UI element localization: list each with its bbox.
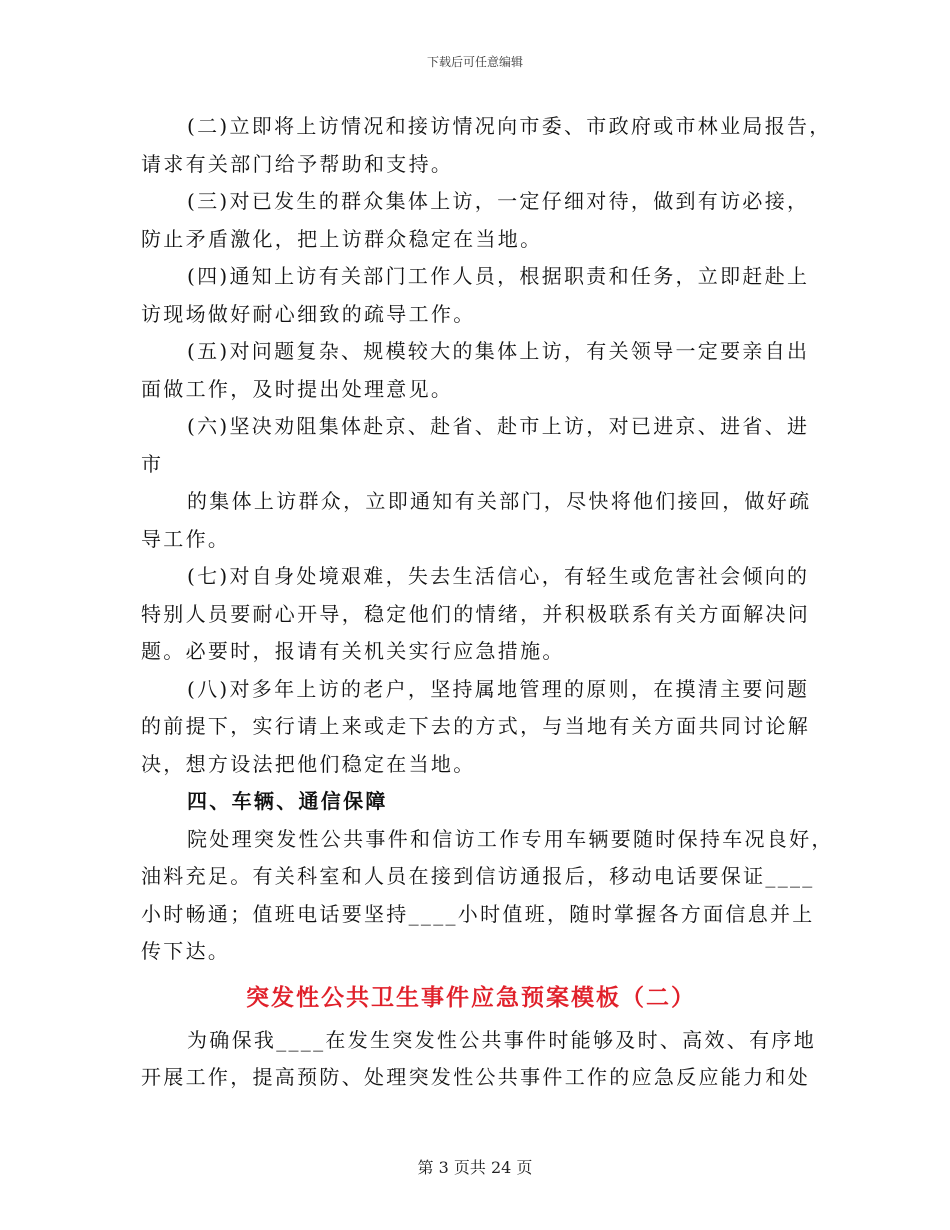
paragraph-line: 题。必要时，报请有关机关实行应急措施。 [141,639,565,663]
page-footer: 第 3 页共 24 页 [417,1158,533,1177]
paragraph-line: 的集体上访群众，立即通知有关部门，尽快将他们接回，做好疏 [187,489,812,513]
paragraph-line: 的前提下，实行请上来或走下去的方式，与当地有关方面共同讨论解 [141,714,810,738]
paragraph-line: 请求有关部门给予帮助和支持。 [141,151,454,176]
paragraph-line: 小时畅通；值班电话要坚持____小时值班，随时掌握各方面信息并上 [141,901,815,926]
paragraph-line: (三)对已发生的群众集体上访，一定仔细对待，做到有访必接， [187,189,810,213]
paragraph-line: 开展工作，提高预防、处理突发性公共事件工作的应急反应能力和处 [141,1065,810,1089]
document-body [141,108,834,1097]
paragraph-line: (五)对问题复杂、规模较大的集体上访，有关领导一定要亲自出 [187,339,810,363]
section-heading: 四、车辆、通信保障 [187,789,388,813]
paragraph-line: 特别人员要耐心开导，稳定他们的情绪，并积极联系有关方面解决问 [141,601,810,626]
paragraph-line: 市 [141,451,164,476]
paragraph-line: 导工作。 [141,526,231,551]
paragraph-line: 油料充足。有关科室和人员在接到信访通报后，移动电话要保证____ [141,864,815,888]
paragraph-line: 决，想方设法把他们稳定在当地。 [141,751,476,776]
paragraph-line: (六)坚决劝阻集体赴京、赴省、赴市上访，对已进京、进省、进 [187,414,810,438]
paragraph-line: 防止矛盾激化，把上访群众稳定在当地。 [141,226,543,251]
page-header: 下载后可任意编辑 [426,55,523,69]
document-title: 突发性公共卫生事件应急预案模板（二） [246,983,696,1011]
paragraph-line: 传下达。 [141,939,231,963]
paragraph-line: (四)通知上访有关部门工作人员，根据职责和任务，立即赶赴上 [187,264,810,288]
paragraph-line: (八)对多年上访的老户，坚持属地管理的原则，在摸清主要问题 [187,676,810,701]
paragraph-line: 为确保我____在发生突发性公共事件时能够及时、高效、有序地 [187,1027,816,1052]
paragraph-line: (七)对自身处境艰难，失去生活信心，有轻生或危害社会倾向的 [187,564,810,588]
paragraph-line: 面做工作，及时提出处理意见。 [141,376,454,401]
paragraph-line: 访现场做好耐心细致的疏导工作。 [141,301,476,326]
paragraph-line: (二)立即将上访情况和接访情况向市委、市政府或市林业局报告， [187,114,832,138]
paragraph-line: 院处理突发性公共事件和信访工作专用车辆要随时保持车况良好， [187,826,834,851]
